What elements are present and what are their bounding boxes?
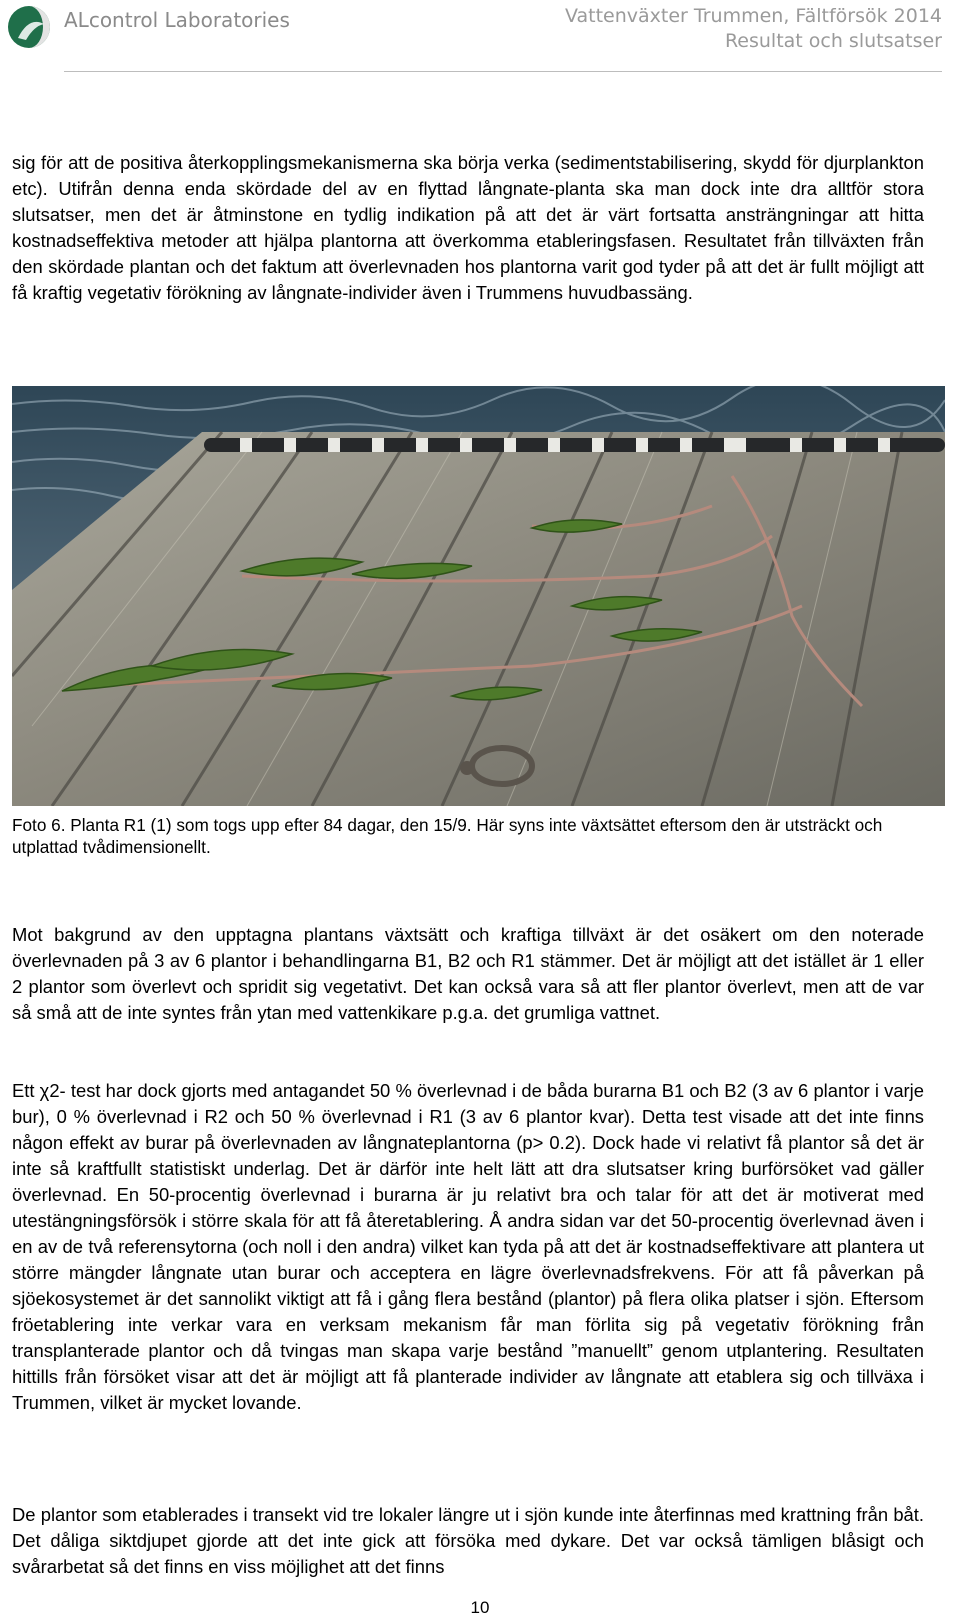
page-header	[0, 0, 960, 78]
company-name: ALcontrol Laboratories	[64, 8, 290, 32]
photo-caption: Foto 6. Planta R1 (1) som togs upp efter 84 dagar, den 15/9. Här syns inte växtsättet eftersom den är utsträckt och utplattad tvådimensionellt.	[12, 815, 883, 857]
body-paragraph: sig för att de positiva återkopplingsmekanismerna ska börja verka (sedimentstabilisering, skydd för djurplankton etc). Utifrån denna enda skördade del av en flyttad långnate-planta ska man dock inte dra alltför stora slutsatser, men det är åtminstone en tydlig indikation på att det är värt fortsatta ansträngningar att hitta kostnadseffektiva metoder att hjälpa plantorna att överkomma etableringsfasen. Resultatet från tillväxten från den skördade plantan och det faktum att överlevnaden hos plantorna varit god tyder på att det är fullt möjligt att få kraftig vegetativ förökning av långnate-individer även i Trummens huvudbassäng.	[12, 152, 924, 303]
body-paragraph: De plantor som etablerades i transekt vid tre lokaler längre ut i sjön kunde inte återfinnas med krattning från båt. Det dåliga siktdjupet gjorde att det inte gick att försöka med dykare. Det var också tämligen blåsigt och svårarbetat så det finns en viss möjlighet att det finns	[12, 1504, 924, 1577]
header-divider	[64, 71, 942, 72]
document-title	[565, 4, 942, 54]
page-number: 10	[470, 1598, 490, 1617]
document-title-line2: Resultat och slutsatser	[724, 30, 942, 52]
photo-plant-on-dock	[12, 386, 945, 806]
document-title-line1: Vattenväxter Trummen, Fältförsök 2014	[564, 5, 942, 27]
alcontrol-logo-icon	[4, 2, 54, 52]
body-paragraph: Ett χ2- test har dock gjorts med antagandet 50 % överlevnad i de båda burarna B1 och B2 (3 av 6 plantor i varje bur), 0 % överlevnad i R2 och 50 % överlevnad i R1 (3 av 6 plantor kvar). Detta test visade att det inte finns någon effekt av burar på överlevnaden av långnateplantorna (p> 0.2). Dock hade vi relativt få plantor så det är inte så kraftfullt statistiskt underlag. Det är därför inte helt lätt att dra slutsatser kring burförsöket vad gäller överlevnad. En 50-procentig överlevnad i burarna är ju relativt bra och talar för att det är motiverat med utestängningsförsök i större skala för att få återetablering. Å andra sidan var det 50-procentig överlevnad även i en av de två referensytorna (och noll i den andra) vilket kan tyda på att det är kostnadseffektivare att plantera ut större mängder långnate utan burar och acceptera en lägre överlevnadsfrekvens. För att få påverkan på sjöekosystemet är det sannolikt viktigt att få i gång flera bestånd (plantor) på flera olika platser i sjön. Eftersom fröetablering inte verkar vara en verksam mekanism får man förlita sig på vegetativ förökning från transplanterade plantor och då tvingas man skapa varje bestånd ”manuellt” genom utplantering. Resultaten hittills från försöket visar att det är möjligt att få planterade individer av långnate att etablera sig och tillväxa i Trummen, vilket är mycket lovande.	[12, 1080, 924, 1413]
body-paragraph: Mot bakgrund av den upptagna plantans växtsätt och kraftiga tillväxt är det osäkert om den noterade överlevnaden på 3 av 6 plantor i behandlingarna B1, B2 och R1 stämmer. Det är möjligt att det istället är 1 eller 2 plantor som överlevt och spridit sig vegetativt. Det kan också vara så att fler plantor överlevt, men att de var så små att de inte syntes från ytan med vattenkikare p.g.a. det grumliga vattnet.	[12, 924, 924, 1023]
